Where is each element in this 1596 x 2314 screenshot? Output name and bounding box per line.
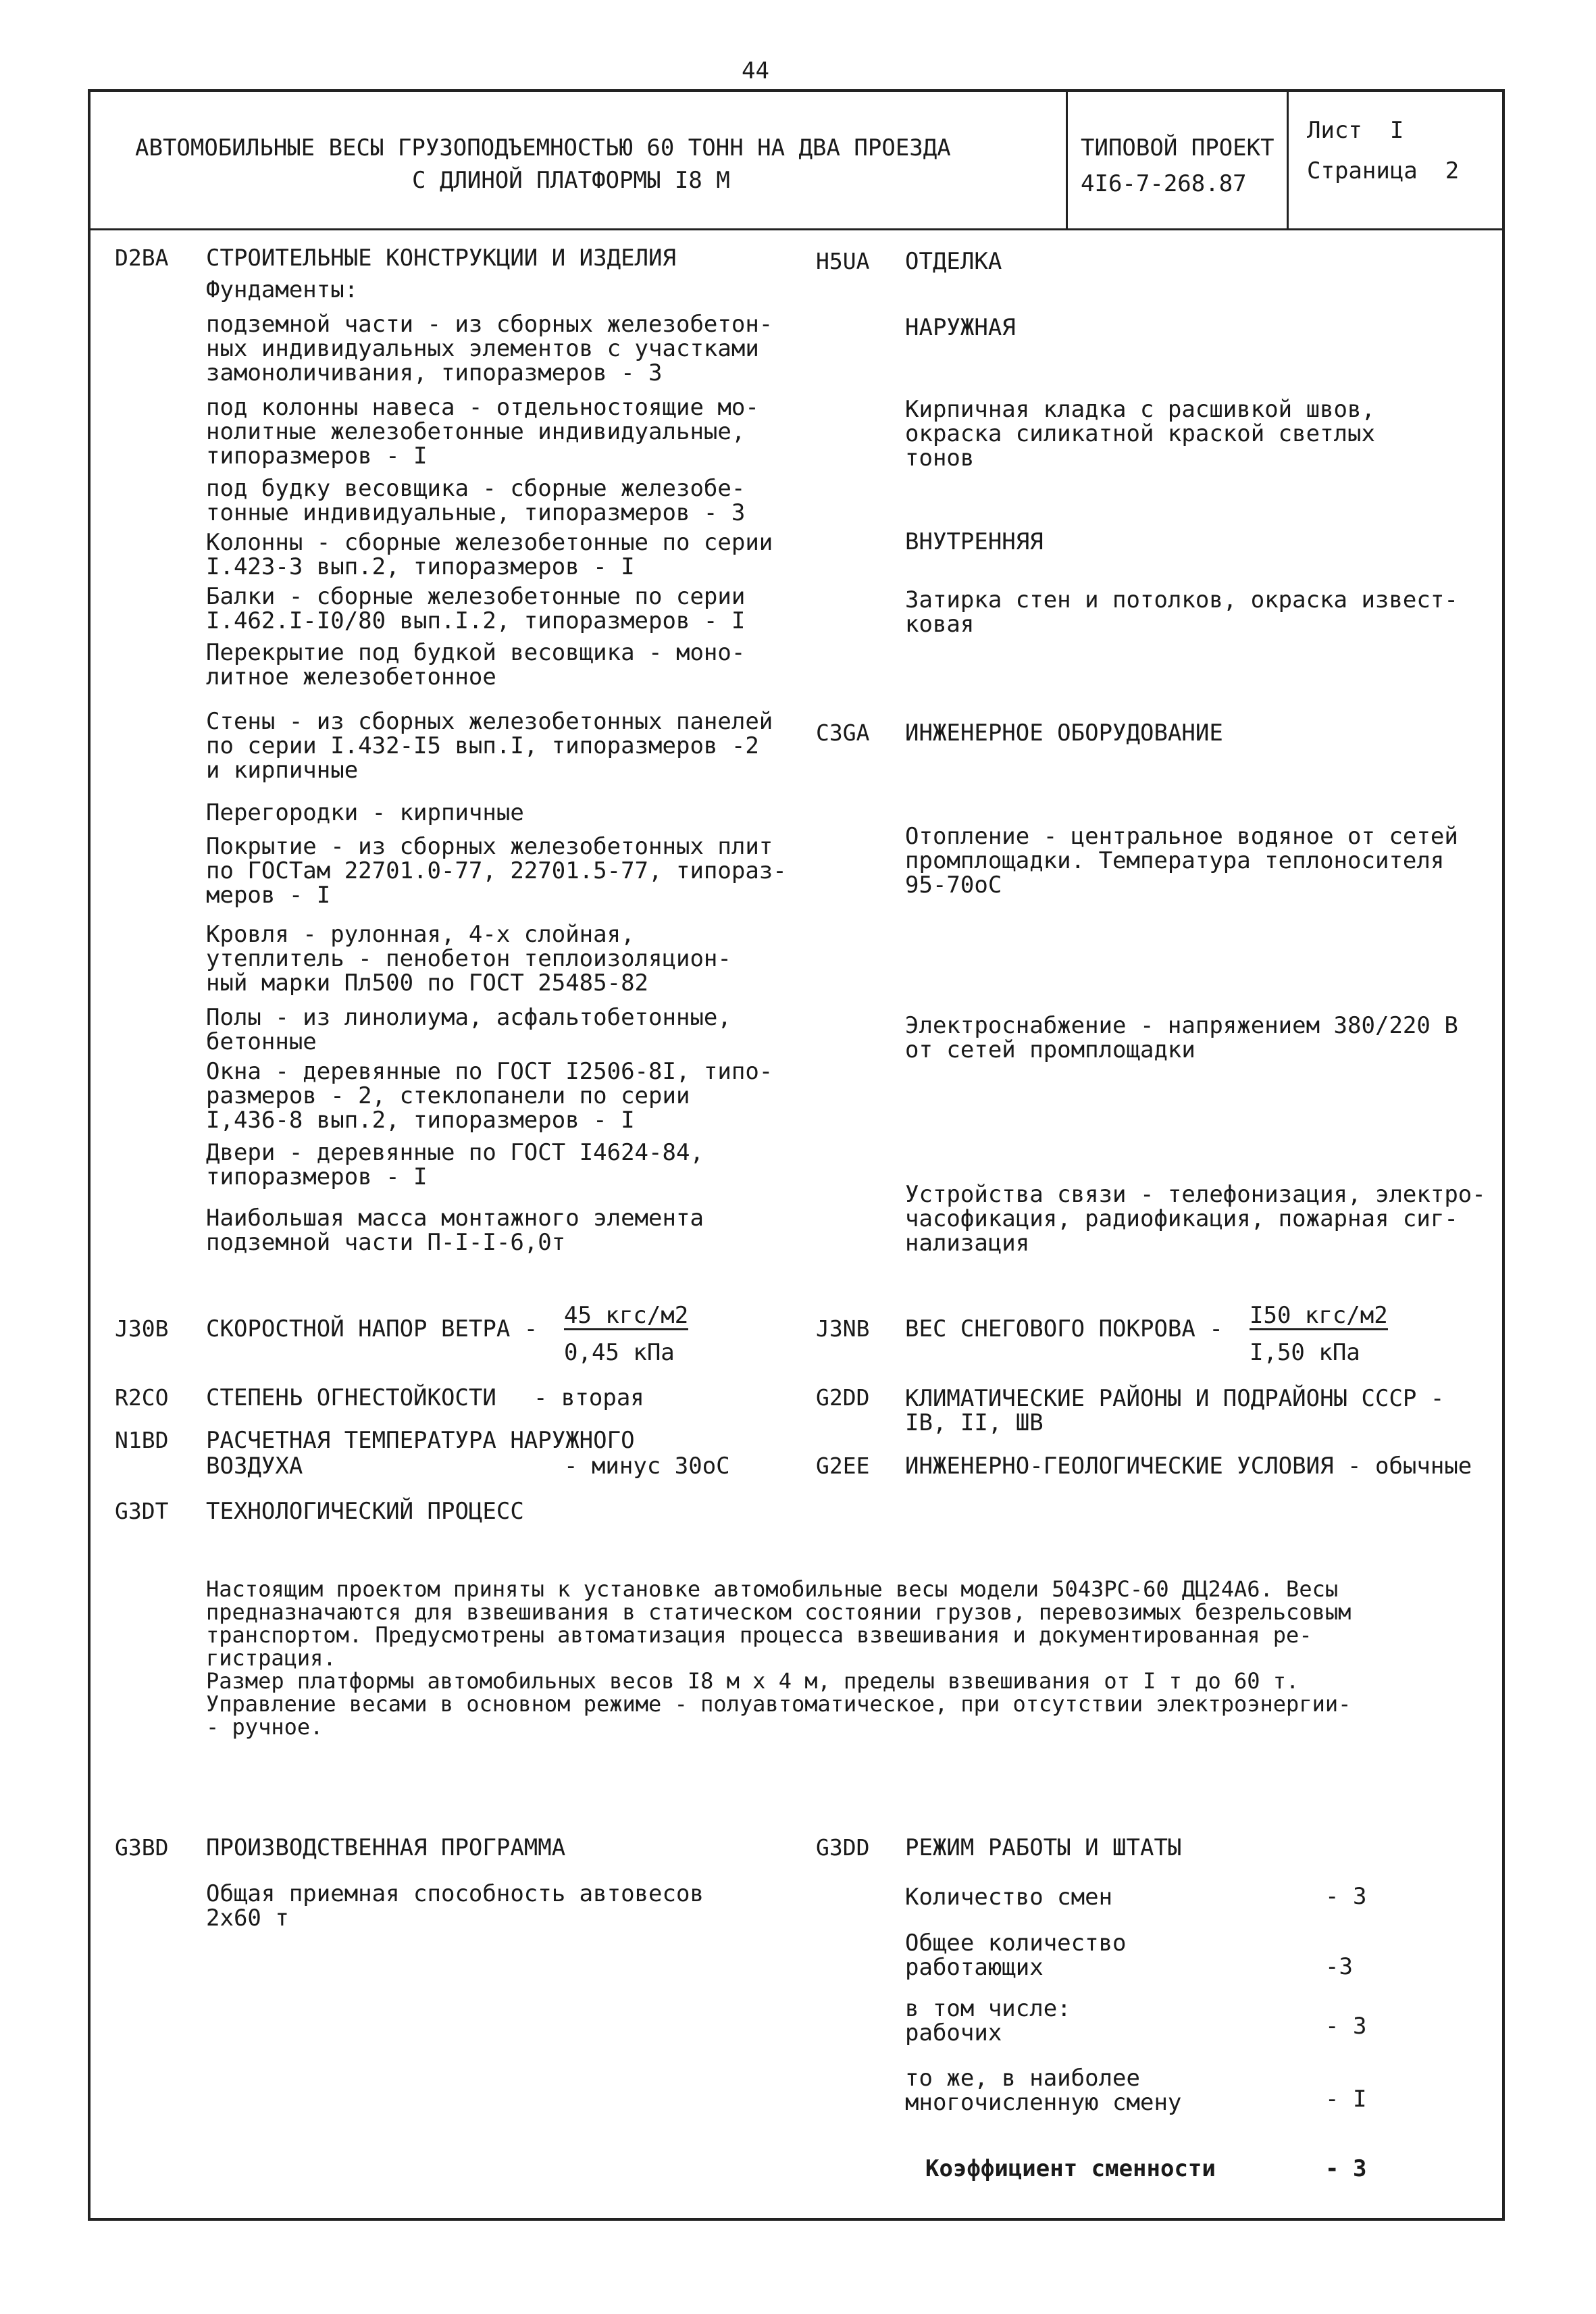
list-item: Покрытие - из сборных железобетонных плит по ГОСТам 22701.0-77, 22701.5-77, типораз- меров - I — [206, 833, 787, 909]
code-n1bd: N1BD — [115, 1427, 169, 1453]
list-item: подземной части - из сборных железобетон- ных индивидуальных элементов с участками замоноличивания, типоразмеров - 3 — [206, 311, 773, 386]
process-title: ТЕХНОЛОГИЧЕСКИЙ ПРОЦЕСС — [206, 1498, 524, 1525]
list-item: Стены - из сборных железобетонных панелей по серии I.432-I5 вып.I, типоразмеров -2 и кирпичные — [206, 708, 773, 784]
climate-text: КЛИМАТИЧЕСКИЕ РАЙОНЫ И ПОДРАЙОНЫ СССР - IВ, II, ШВ — [905, 1385, 1445, 1436]
code-j30b: J30B — [115, 1315, 169, 1342]
fire-label: СТЕПЕНЬ ОГНЕСТОЙКОСТИ — [206, 1384, 496, 1411]
document-title-line1: АВТОМОБИЛЬНЫЕ ВЕСЫ ГРУЗОПОДЪЕМНОСТЬЮ 60 ТОНН НА ДВА ПРОЕЗДА — [135, 134, 951, 161]
code-j3nb: J3NB — [816, 1315, 870, 1342]
wind-numerator: 45 кгс/м2 — [564, 1302, 689, 1329]
code-c3ga: C3GA — [816, 720, 870, 746]
wind-denominator: 0,45 кПа — [564, 1339, 675, 1366]
power-text: Электроснабжение - напряжением 380/220 В от сетей промплощадки — [905, 1012, 1458, 1063]
document-title-line2: С ДЛИНОЙ ПЛАТФОРМЫ I8 М — [412, 167, 730, 194]
geology-text: ИНЖЕНЕРНО-ГЕОЛОГИЧЕСКИЕ УСЛОВИЯ - обычные — [905, 1453, 1472, 1480]
section-title-engineering: ИНЖЕНЕРНОЕ ОБОРУДОВАНИЕ — [905, 720, 1223, 747]
list-item: Колонны - сборные железобетонные по серии I.423-3 вып.2, типоразмеров - I — [206, 529, 773, 580]
list-item: Перекрытие под будкой весовщика - моно- литное железобетонное — [206, 639, 746, 690]
sheet-label: Лист I — [1307, 117, 1404, 144]
outer-text: Кирпичная кладка с расшивкой швов, окраска силикатной краской светлых тонов — [905, 396, 1375, 472]
list-item: Окна - деревянные по ГОСТ I2506-8I, типо- размеров - 2, стеклопанели по серии I,436-8 вып.2, типоразмеров - I — [206, 1058, 773, 1134]
program-title: ПРОИЗВОДСТВЕННАЯ ПРОГРАММА — [206, 1834, 566, 1861]
list-item: под будку весовщика - сборные железобе- тонные индивидуальные, типоразмеров - 3 — [206, 475, 746, 526]
staff-row-value: -3 — [1325, 1953, 1353, 1980]
page-label: Страница 2 — [1307, 157, 1460, 184]
shift-coefficient-label: Коэффициент сменности — [925, 2155, 1216, 2182]
outer-title: НАРУЖНАЯ — [905, 314, 1016, 341]
inner-text: Затирка стен и потолков, окраска извест- ковая — [905, 586, 1458, 638]
process-text: Настоящим проектом приняты к установке автомобильные весы модели 5043РС-60 ДЦ24А6. Весы предназначаются для взвешивания в статическом состоянии грузов, перевозимых безрельсовым транспортом. Предусмотрены автоматизация процесса взвешивания и документированная ре- гистрация. Размер платформы автомобильных весов I8 м х 4 м, пределы взвешивания от I т до 60 т. Управление весами в основном режиме - полуавтоматическое, при отсутствии электроэнергии- - ручное. — [206, 1576, 1352, 1740]
list-item: Полы - из линолиума, асфальтобетонные, бетонные — [206, 1004, 731, 1055]
staff-row-value: - 3 — [1325, 2013, 1367, 2040]
snow-numerator: I50 кгс/м2 — [1250, 1302, 1388, 1329]
header-col-divider-1 — [1066, 89, 1068, 228]
wind-label: СКОРОСТНОЙ НАПОР ВЕТРА - — [206, 1315, 538, 1342]
staff-row-label: то же, в наиболее многочисленную смену — [905, 2065, 1182, 2116]
code-g3dt: G3DT — [115, 1498, 169, 1524]
list-item: Наибольшая масса монтажного элемента подземной части П-I-I-6,0т — [206, 1205, 704, 1256]
temp-line1: РАСЧЕТНАЯ ТЕМПЕРАТУРА НАРУЖНОГО — [206, 1427, 635, 1454]
snow-label: ВЕС СНЕГОВОГО ПОКРОВА - — [905, 1315, 1223, 1342]
staff-row-value: - 3 — [1325, 1883, 1367, 1910]
staff-row-label: в том числе: рабочих — [905, 1995, 1071, 2046]
code-h5ua: H5UA — [816, 248, 870, 274]
inner-title: ВНУТРЕННЯЯ — [905, 528, 1044, 555]
section-title-finishing: ОТДЕЛКА — [905, 248, 1002, 275]
temp-value: - минус 30оС — [564, 1453, 730, 1480]
comms-text: Устройства связи - телефонизация, электро- часофикация, радиофикация, пожарная сиг- нализация — [905, 1181, 1486, 1257]
header-col-divider-2 — [1287, 89, 1289, 228]
shift-coefficient-value: - 3 — [1325, 2155, 1367, 2182]
code-g2ee: G2EE — [816, 1453, 870, 1479]
project-number: 4I6-7-268.87 — [1081, 170, 1247, 197]
code-g2dd: G2DD — [816, 1384, 870, 1411]
staff-row-label: Общее количество работающих — [905, 1930, 1127, 1981]
list-item: под колонны навеса - отдельностоящие мо- нолитные железобетонные индивидуальные, типоразмеров - I — [206, 394, 759, 470]
code-g3dd: G3DD — [816, 1834, 870, 1861]
temp-line2: ВОЗДУХА — [206, 1453, 303, 1480]
snow-denominator: I,50 кПа — [1250, 1339, 1360, 1366]
program-text: Общая приемная способность автовесов 2х60 т — [206, 1880, 704, 1932]
code-g3bd: G3BD — [115, 1834, 169, 1861]
staff-row-label: Количество смен — [905, 1884, 1113, 1911]
header-divider — [88, 228, 1505, 230]
fire-value: - вторая — [534, 1384, 644, 1411]
page-number: 44 — [742, 57, 769, 84]
list-item: Двери - деревянные по ГОСТ I4624-84, типоразмеров - I — [206, 1139, 704, 1190]
list-item: Балки - сборные железобетонные по серии I.462.I-I0/80 вып.I.2, типоразмеров - I — [206, 583, 746, 634]
section-title-structures: СТРОИТЕЛЬНЫЕ КОНСТРУКЦИИ И ИЗДЕЛИЯ — [206, 245, 676, 272]
list-item: Кровля - рулонная, 4-х слойная, утеплитель - пенобетон теплоизоляцион- ный марки Пл500 по ГОСТ 25485-82 — [206, 921, 731, 997]
staff-title: РЕЖИМ РАБОТЫ И ШТАТЫ — [905, 1834, 1182, 1861]
staff-row-value: - I — [1325, 2086, 1367, 2113]
heating-text: Отопление - центральное водяное от сетей промплощадки. Температура теплоносителя 95-70оС — [905, 823, 1458, 899]
code-d2ba: D2BA — [115, 245, 169, 271]
code-r2co: R2CO — [115, 1384, 169, 1411]
project-label: ТИПОВОЙ ПРОЕКТ — [1081, 134, 1275, 161]
list-item: Перегородки - кирпичные — [206, 799, 524, 826]
foundations-label: Фундаменты: — [206, 276, 359, 303]
